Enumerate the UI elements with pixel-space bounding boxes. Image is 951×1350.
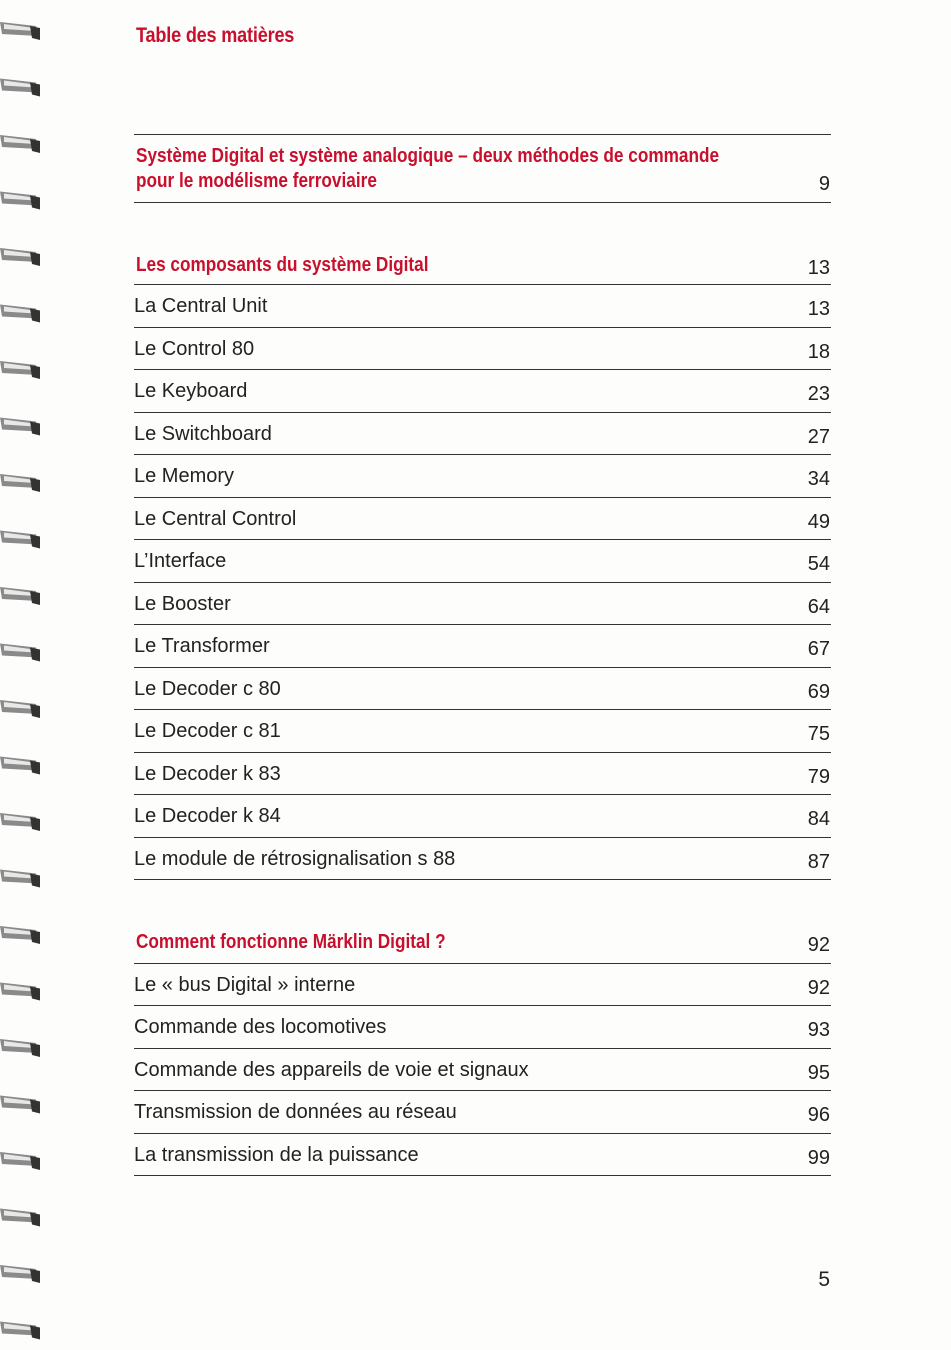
spiral-ring xyxy=(0,1322,40,1340)
divider xyxy=(134,837,831,838)
divider xyxy=(134,752,831,753)
toc-item-label: La transmission de la puissance xyxy=(134,1143,419,1166)
spiral-ring xyxy=(0,587,40,605)
toc-item-label: Le Switchboard xyxy=(134,422,272,445)
spiral-ring xyxy=(0,1096,40,1114)
spiral-ring xyxy=(0,361,40,379)
divider xyxy=(134,667,831,668)
divider xyxy=(134,879,831,880)
divider xyxy=(134,412,831,413)
spiral-binding xyxy=(0,0,60,1350)
spiral-ring xyxy=(0,700,40,718)
toc-item-label: Le Decoder k 83 xyxy=(134,762,281,785)
toc-item-page: 96 xyxy=(807,1104,830,1127)
toc-item-page: 75 xyxy=(807,723,830,745)
toc-item-label: Le Decoder c 80 xyxy=(134,677,281,700)
toc-item-label: Commande des appareils de voie et signaux xyxy=(134,1058,529,1081)
toc-item-label: Le Control 80 xyxy=(134,337,255,360)
spiral-ring xyxy=(0,983,40,1001)
toc-item-page: 95 xyxy=(807,1061,830,1084)
divider xyxy=(134,327,831,328)
divider xyxy=(134,284,831,285)
section-heading: Les composants du système Digital xyxy=(136,254,429,276)
toc-item-label: Transmission de données au réseau xyxy=(134,1101,457,1124)
spiral-ring xyxy=(0,870,40,888)
spiral-ring xyxy=(0,192,40,210)
toc-item-label: Le Central Control xyxy=(134,507,297,530)
spiral-ring xyxy=(0,531,40,549)
divider xyxy=(134,1005,831,1006)
toc-item-page: 93 xyxy=(807,1019,830,1042)
toc-item-label: Le Booster xyxy=(134,592,231,615)
toc-item-label: Le « bus Digital » interne xyxy=(134,974,356,996)
spiral-ring xyxy=(0,1152,40,1170)
divider xyxy=(134,1090,831,1091)
divider xyxy=(134,1133,831,1134)
section-page: 13 xyxy=(807,257,830,279)
divider xyxy=(134,539,831,540)
divider xyxy=(134,202,831,203)
divider xyxy=(134,497,831,498)
toc-item-page: 49 xyxy=(807,510,830,533)
divider xyxy=(134,134,831,135)
divider xyxy=(134,1175,831,1176)
spiral-ring xyxy=(0,813,40,831)
toc-item-label: Le Keyboard xyxy=(134,380,248,402)
toc-item-page: 67 xyxy=(807,638,830,660)
spiral-ring xyxy=(0,305,40,323)
toc-item-page: 84 xyxy=(807,808,830,830)
toc-item-label: Le Memory xyxy=(134,465,235,487)
page-title: Table des matières xyxy=(136,24,295,47)
toc-item-page: 87 xyxy=(807,850,830,873)
toc-item-label: La Central Unit xyxy=(134,295,268,317)
toc-item-label: Le Transformer xyxy=(134,635,270,657)
toc-item-page: 23 xyxy=(807,383,830,405)
toc-item-label: Le module de rétrosignalisation s 88 xyxy=(134,847,456,870)
toc-item-page: 27 xyxy=(807,425,830,448)
divider xyxy=(134,794,831,795)
spiral-ring xyxy=(0,135,40,153)
section-heading-line1: Système Digital et système analogique – deux méthodes de commande xyxy=(136,145,720,167)
toc-item-page: 92 xyxy=(807,977,830,999)
spiral-ring xyxy=(0,926,40,944)
spiral-ring xyxy=(0,757,40,775)
spiral-ring xyxy=(0,1039,40,1057)
spiral-ring xyxy=(0,644,40,662)
toc-item-label: Le Decoder c 81 xyxy=(134,720,281,742)
section-heading: Comment fonctionne Märklin Digital ? xyxy=(136,931,446,953)
divider xyxy=(134,369,831,370)
divider xyxy=(134,582,831,583)
section-page: 92 xyxy=(807,934,830,956)
spiral-ring xyxy=(0,1209,40,1227)
divider xyxy=(134,709,831,710)
spiral-ring xyxy=(0,474,40,492)
section-page: 9 xyxy=(818,173,830,195)
spiral-ring xyxy=(0,1265,40,1283)
divider xyxy=(134,1048,831,1049)
toc-item-label: L’Interface xyxy=(134,550,227,572)
spiral-ring xyxy=(0,79,40,97)
toc-item-page: 64 xyxy=(807,595,830,618)
divider xyxy=(134,454,831,455)
spiral-ring xyxy=(0,22,40,40)
toc-item-page: 34 xyxy=(807,468,830,490)
toc-item-page: 99 xyxy=(807,1146,830,1169)
toc-item-label: Commande des locomotives xyxy=(134,1016,387,1039)
divider xyxy=(134,624,831,625)
toc-item-label: Le Decoder k 84 xyxy=(134,805,281,827)
toc-item-page: 69 xyxy=(807,680,830,703)
section-heading-line2: pour le modélisme ferroviaire xyxy=(136,170,377,192)
toc-item-page: 13 xyxy=(807,298,830,320)
divider xyxy=(134,963,831,964)
spiral-ring xyxy=(0,418,40,436)
page-number: 5 xyxy=(818,1268,830,1291)
toc-item-page: 79 xyxy=(807,765,830,788)
spiral-ring xyxy=(0,248,40,266)
toc-item-page: 54 xyxy=(807,553,830,575)
toc-item-page: 18 xyxy=(807,340,830,363)
